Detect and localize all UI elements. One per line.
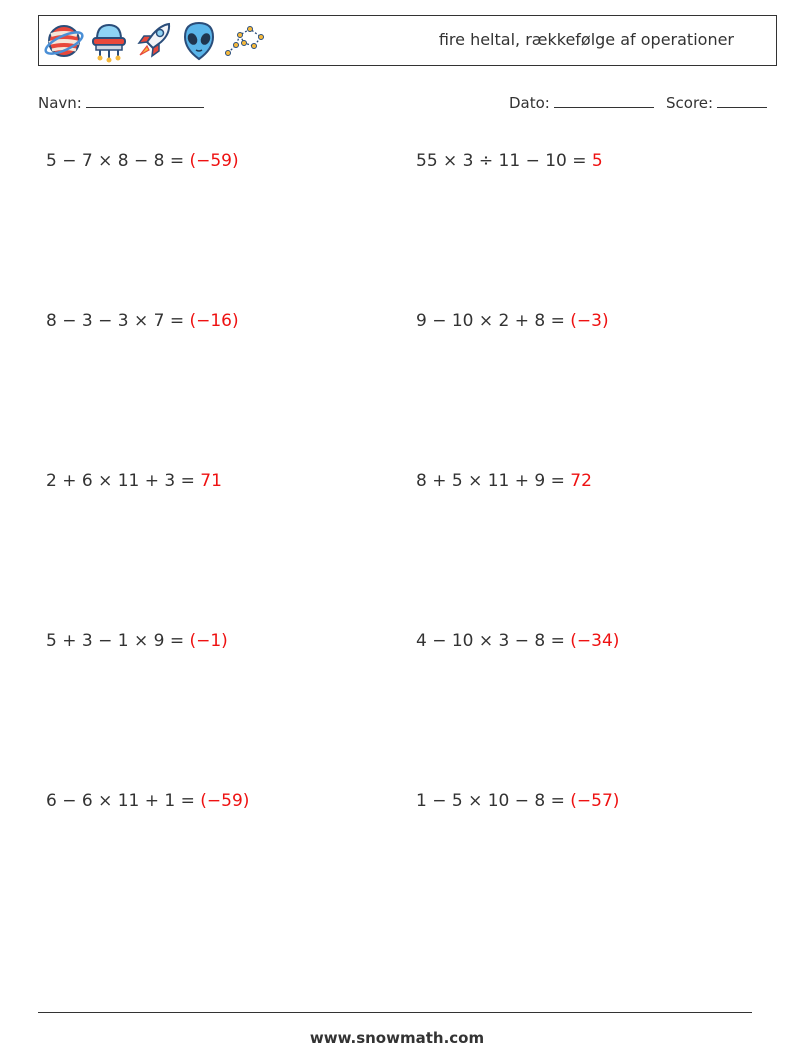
problem-5 — [46, 471, 222, 491]
problem-6 — [416, 471, 592, 491]
score-field — [666, 92, 767, 112]
worksheet-title: fire heltal, rækkefølge af operationer — [438, 30, 734, 49]
problem-2 — [416, 151, 603, 171]
problem-answer: 71 — [200, 471, 222, 491]
problem-expression: 55 × 3 ÷ 11 − 10 = — [416, 151, 592, 171]
problem-7 — [46, 631, 228, 651]
score-blank[interactable] — [717, 92, 767, 108]
problem-4 — [416, 311, 609, 331]
problem-answer: (−3) — [570, 311, 609, 331]
header-icons — [43, 19, 265, 63]
planet-icon — [43, 19, 85, 63]
constellation-icon — [223, 19, 265, 63]
date-field — [509, 92, 654, 112]
footer-divider — [38, 1012, 752, 1013]
problem-expression: 6 − 6 × 11 + 1 = — [46, 791, 201, 811]
problem-expression: 4 − 10 × 3 − 8 = — [416, 631, 571, 651]
rocket-icon — [133, 19, 175, 63]
problem-answer: 5 — [591, 151, 603, 171]
problem-answer: (−59) — [200, 791, 250, 811]
date-blank[interactable] — [554, 92, 654, 108]
problem-expression: 8 − 3 − 3 × 7 = — [46, 311, 190, 331]
name-blank[interactable] — [86, 92, 204, 108]
problem-expression: 9 − 10 × 2 + 8 = — [416, 311, 571, 331]
problem-expression: 2 + 6 × 11 + 3 = — [46, 471, 201, 491]
problem-expression: 5 − 7 × 8 − 8 = — [46, 151, 190, 171]
name-field — [38, 92, 204, 112]
date-label: Dato: — [509, 94, 550, 112]
ufo-icon — [88, 19, 130, 63]
problem-answer: (−59) — [189, 151, 239, 171]
problem-answer: (−34) — [570, 631, 620, 651]
problem-expression: 5 + 3 − 1 × 9 = — [46, 631, 190, 651]
problem-expression: 1 − 5 × 10 − 8 = — [416, 791, 571, 811]
score-label: Score: — [666, 94, 714, 112]
problem-8 — [416, 631, 619, 651]
alien-icon — [178, 19, 220, 63]
problem-answer: 72 — [570, 471, 592, 491]
problem-expression: 8 + 5 × 11 + 9 = — [416, 471, 571, 491]
worksheet-header — [38, 15, 777, 66]
name-label: Navn: — [38, 94, 82, 112]
problem-10 — [416, 791, 619, 811]
footer-website[interactable]: www.snowmath.com — [309, 1029, 485, 1047]
problem-answer: (−57) — [570, 791, 620, 811]
problem-answer: (−1) — [189, 631, 228, 651]
problem-3 — [46, 311, 239, 331]
problem-answer: (−16) — [189, 311, 239, 331]
problem-9 — [46, 791, 249, 811]
problem-1 — [46, 151, 239, 171]
